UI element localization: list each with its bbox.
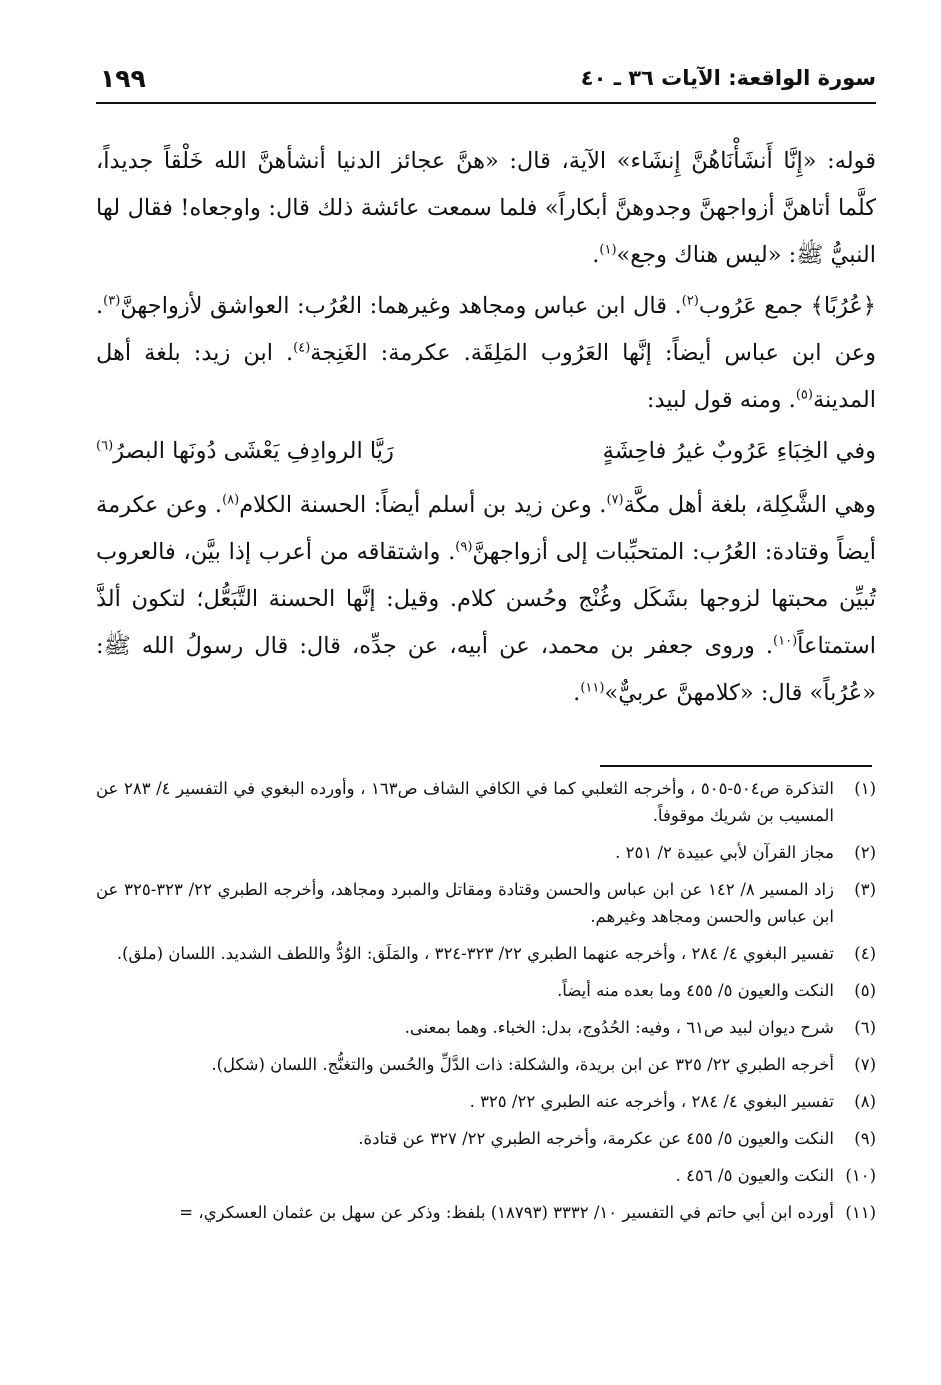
footnote-text: النكت والعيون ٥/ ٤٥٥ وما بعده منه أيضاً. bbox=[557, 981, 834, 1000]
footnote-item bbox=[96, 775, 876, 829]
footnote-text: التذكرة ص٥٠٤-٥٠٥ ، وأخرجه الثعلبي كما في الكافي الشاف ص١٦٣ ، وأورده البغوي في التفسير ٤/ ٢٨٣ عن المسيب بن شريك موقوفاً. bbox=[96, 779, 834, 825]
paragraph-2-text-d: . ابن زيد: بلغة أهل المدينة bbox=[96, 340, 876, 413]
page-number: ١٩٩ bbox=[100, 64, 146, 93]
footnote-text: شرح ديوان لبيد ص٦١ ، وفيه: الحُدُوج، بدل: الخباء. وهما بمعنى. bbox=[404, 1018, 834, 1037]
footnote-ref-7[interactable]: (٧) bbox=[606, 492, 624, 508]
footnote-ref-2[interactable]: (٢) bbox=[681, 293, 699, 309]
footnote-ref-10[interactable]: (١٠) bbox=[773, 633, 798, 649]
footnote-item bbox=[96, 977, 876, 1004]
paragraph-3-text-c: . وعن عكرمة أيضاً وقتادة: العُرُب: المتحبِّبات إلى أزواجهنَّ bbox=[96, 492, 877, 565]
footnote-number: (٣) bbox=[854, 880, 876, 899]
footnote-text: أخرجه الطبري ٢٢/ ٣٢٥ عن ابن بريدة، والشكلة: ذات الدَّلِّ والحُسن والتغنُّج. اللسان (شكل). bbox=[211, 1055, 834, 1074]
footnote-number: (٩) bbox=[854, 1129, 876, 1148]
footnote-item bbox=[96, 876, 876, 930]
surah-title: سورة الواقعة: الآيات ٣٦ ـ ٤٠ bbox=[580, 66, 876, 90]
footnote-divider bbox=[600, 765, 872, 767]
footnote-ref-6[interactable]: (٦) bbox=[96, 438, 114, 454]
footnote-number: (٢) bbox=[854, 843, 876, 862]
footnote-item bbox=[96, 1088, 876, 1115]
footnote-text: تفسير البغوي ٤/ ٢٨٤ ، وأخرجه عنه الطبري ٢٢/ ٣٢٥ . bbox=[469, 1092, 834, 1111]
main-text bbox=[96, 138, 876, 717]
page-header bbox=[96, 62, 876, 102]
footnote-text: زاد المسير ٨/ ١٤٢ عن ابن عباس والحسن وقتادة ومقاتل والمبرد ومجاهد، وأخرجه الطبري ٢٢/ ٣٢٣-٣٢٥ عن ابن عباس والحسن ومجاهد وغيرهم. bbox=[96, 880, 835, 926]
paragraph-2-text-a: ﴿عُرُبًا﴾ جمع عَرُوب bbox=[698, 293, 876, 319]
paragraph-2-text-c: . وعن ابن عباس أيضاً: إنَّها العَرُوب المَلِقَة. عكرمة: الغَنِجة bbox=[96, 293, 876, 366]
footnote-ref-5[interactable]: (٥) bbox=[795, 387, 813, 403]
footnote-number: (٥) bbox=[854, 981, 876, 1000]
footnote-item bbox=[96, 1199, 876, 1226]
footnote-number: (١١) bbox=[845, 1203, 876, 1222]
footnote-ref-1[interactable]: (١) bbox=[599, 242, 617, 258]
paragraph-1-end: . bbox=[592, 242, 600, 268]
verse-second-hemistich bbox=[96, 426, 394, 476]
footnote-item bbox=[96, 1162, 876, 1189]
paragraph-1-text: قوله: «إِنَّا أَنشَأْنَاهُنَّ إِنشَاء» الآية، قال: «هنَّ عجائز الدنيا أنشأهنَّ الله خَلْقاً جديداً، كلَّما أتاهنَّ أزواجهنَّ وجدوهنَّ أبكاراً» فلما سمعت عائشة ذلك قال: واوجعاه! فقال لها النبيُّ ﷺ: «ليس هناك وجع» bbox=[96, 148, 876, 268]
paragraph-3-end: . bbox=[573, 680, 581, 706]
footnote-item bbox=[96, 839, 876, 866]
poetry-verse bbox=[96, 426, 876, 476]
paragraph-3-text-b: . وعن زيد بن أسلم أيضاً: الحسنة الكلام bbox=[239, 492, 607, 518]
footnote-number: (١٠) bbox=[845, 1166, 876, 1185]
footnote-number: (٤) bbox=[854, 944, 876, 963]
verse-first-hemistich: وفي الخِبَاءِ عَرُوبٌ غيرُ فاحِشَةٍ bbox=[602, 438, 876, 464]
footnote-ref-11[interactable]: (١١) bbox=[580, 680, 605, 696]
footnote-number: (٧) bbox=[854, 1055, 876, 1074]
footnote-item bbox=[96, 1051, 876, 1078]
footnote-item bbox=[96, 1014, 876, 1041]
paragraph-2-text-b: . قال ابن عباس ومجاهد وغيرهما: العُرُب: العواشق لأزواجهنَّ bbox=[120, 293, 682, 319]
footnote-item bbox=[96, 1125, 876, 1152]
footnote-number: (٦) bbox=[854, 1018, 876, 1037]
footnote-text: تفسير البغوي ٤/ ٢٨٤ ، وأخرجه عنهما الطبري ٢٢/ ٣٢٣-٣٢٤ ، والمَلَق: الوُدُّ واللطف الشديد. اللسان (ملق). bbox=[116, 944, 834, 963]
paragraph-1 bbox=[96, 138, 876, 279]
paragraph-3-text-d: . واشتقاقه من أعرب إذا بيَّن، فالعروب تُبيِّن محبتها لزوجها بشَكَل وغُنْج وحُسن كلام. وقيل: إنَّها الحسنة التَّبَعُّل؛ لتكون ألذَّ استمتاعاً bbox=[96, 539, 876, 659]
footnote-text: النكت والعيون ٥/ ٤٥٥ عن عكرمة، وأخرجه الطبري ٢٢/ ٣٢٧ عن قتادة. bbox=[358, 1129, 834, 1148]
verse-second-text: رَيَّا الروادِفِ يَعْشَى دُونَها البصرُ bbox=[113, 438, 394, 464]
footnote-ref-8[interactable]: (٨) bbox=[222, 492, 240, 508]
paragraph-2 bbox=[96, 283, 876, 424]
paragraph-3-text-e: . وروى جعفر بن محمد، عن أبيه، عن جدِّه، قال: قال رسولُ الله ﷺ: «عُرُباً» قال: «كلامهنَّ عربيٌّ» bbox=[96, 633, 876, 706]
paragraph-3-text-a: وهي الشَّكِلة، بلغة أهل مكَّة bbox=[623, 492, 877, 518]
footnote-ref-4[interactable]: (٤) bbox=[293, 340, 311, 356]
paragraph-3 bbox=[96, 482, 876, 717]
footnote-item bbox=[96, 940, 876, 967]
footnote-ref-3[interactable]: (٣) bbox=[103, 293, 121, 309]
footnote-text: مجاز القرآن لأبي عبيدة ٢/ ٢٥١ . bbox=[615, 843, 834, 862]
footnote-text: النكت والعيون ٥/ ٤٥٦ . bbox=[675, 1166, 834, 1185]
footnote-number: (٨) bbox=[854, 1092, 876, 1111]
paragraph-2-text-e: . ومنه قول لبيد: bbox=[646, 387, 796, 413]
footnote-text: أورده ابن أبي حاتم في التفسير ١٠/ ٣٣٣٢ (١٨٧٩٣) بلفظ: وذكر عن سهل بن عثمان العسكري، = bbox=[179, 1203, 834, 1222]
footnote-ref-9[interactable]: (٩) bbox=[455, 539, 473, 555]
footnote-number: (١) bbox=[854, 779, 876, 798]
footnotes-section bbox=[96, 775, 876, 1236]
header-divider bbox=[96, 102, 876, 104]
